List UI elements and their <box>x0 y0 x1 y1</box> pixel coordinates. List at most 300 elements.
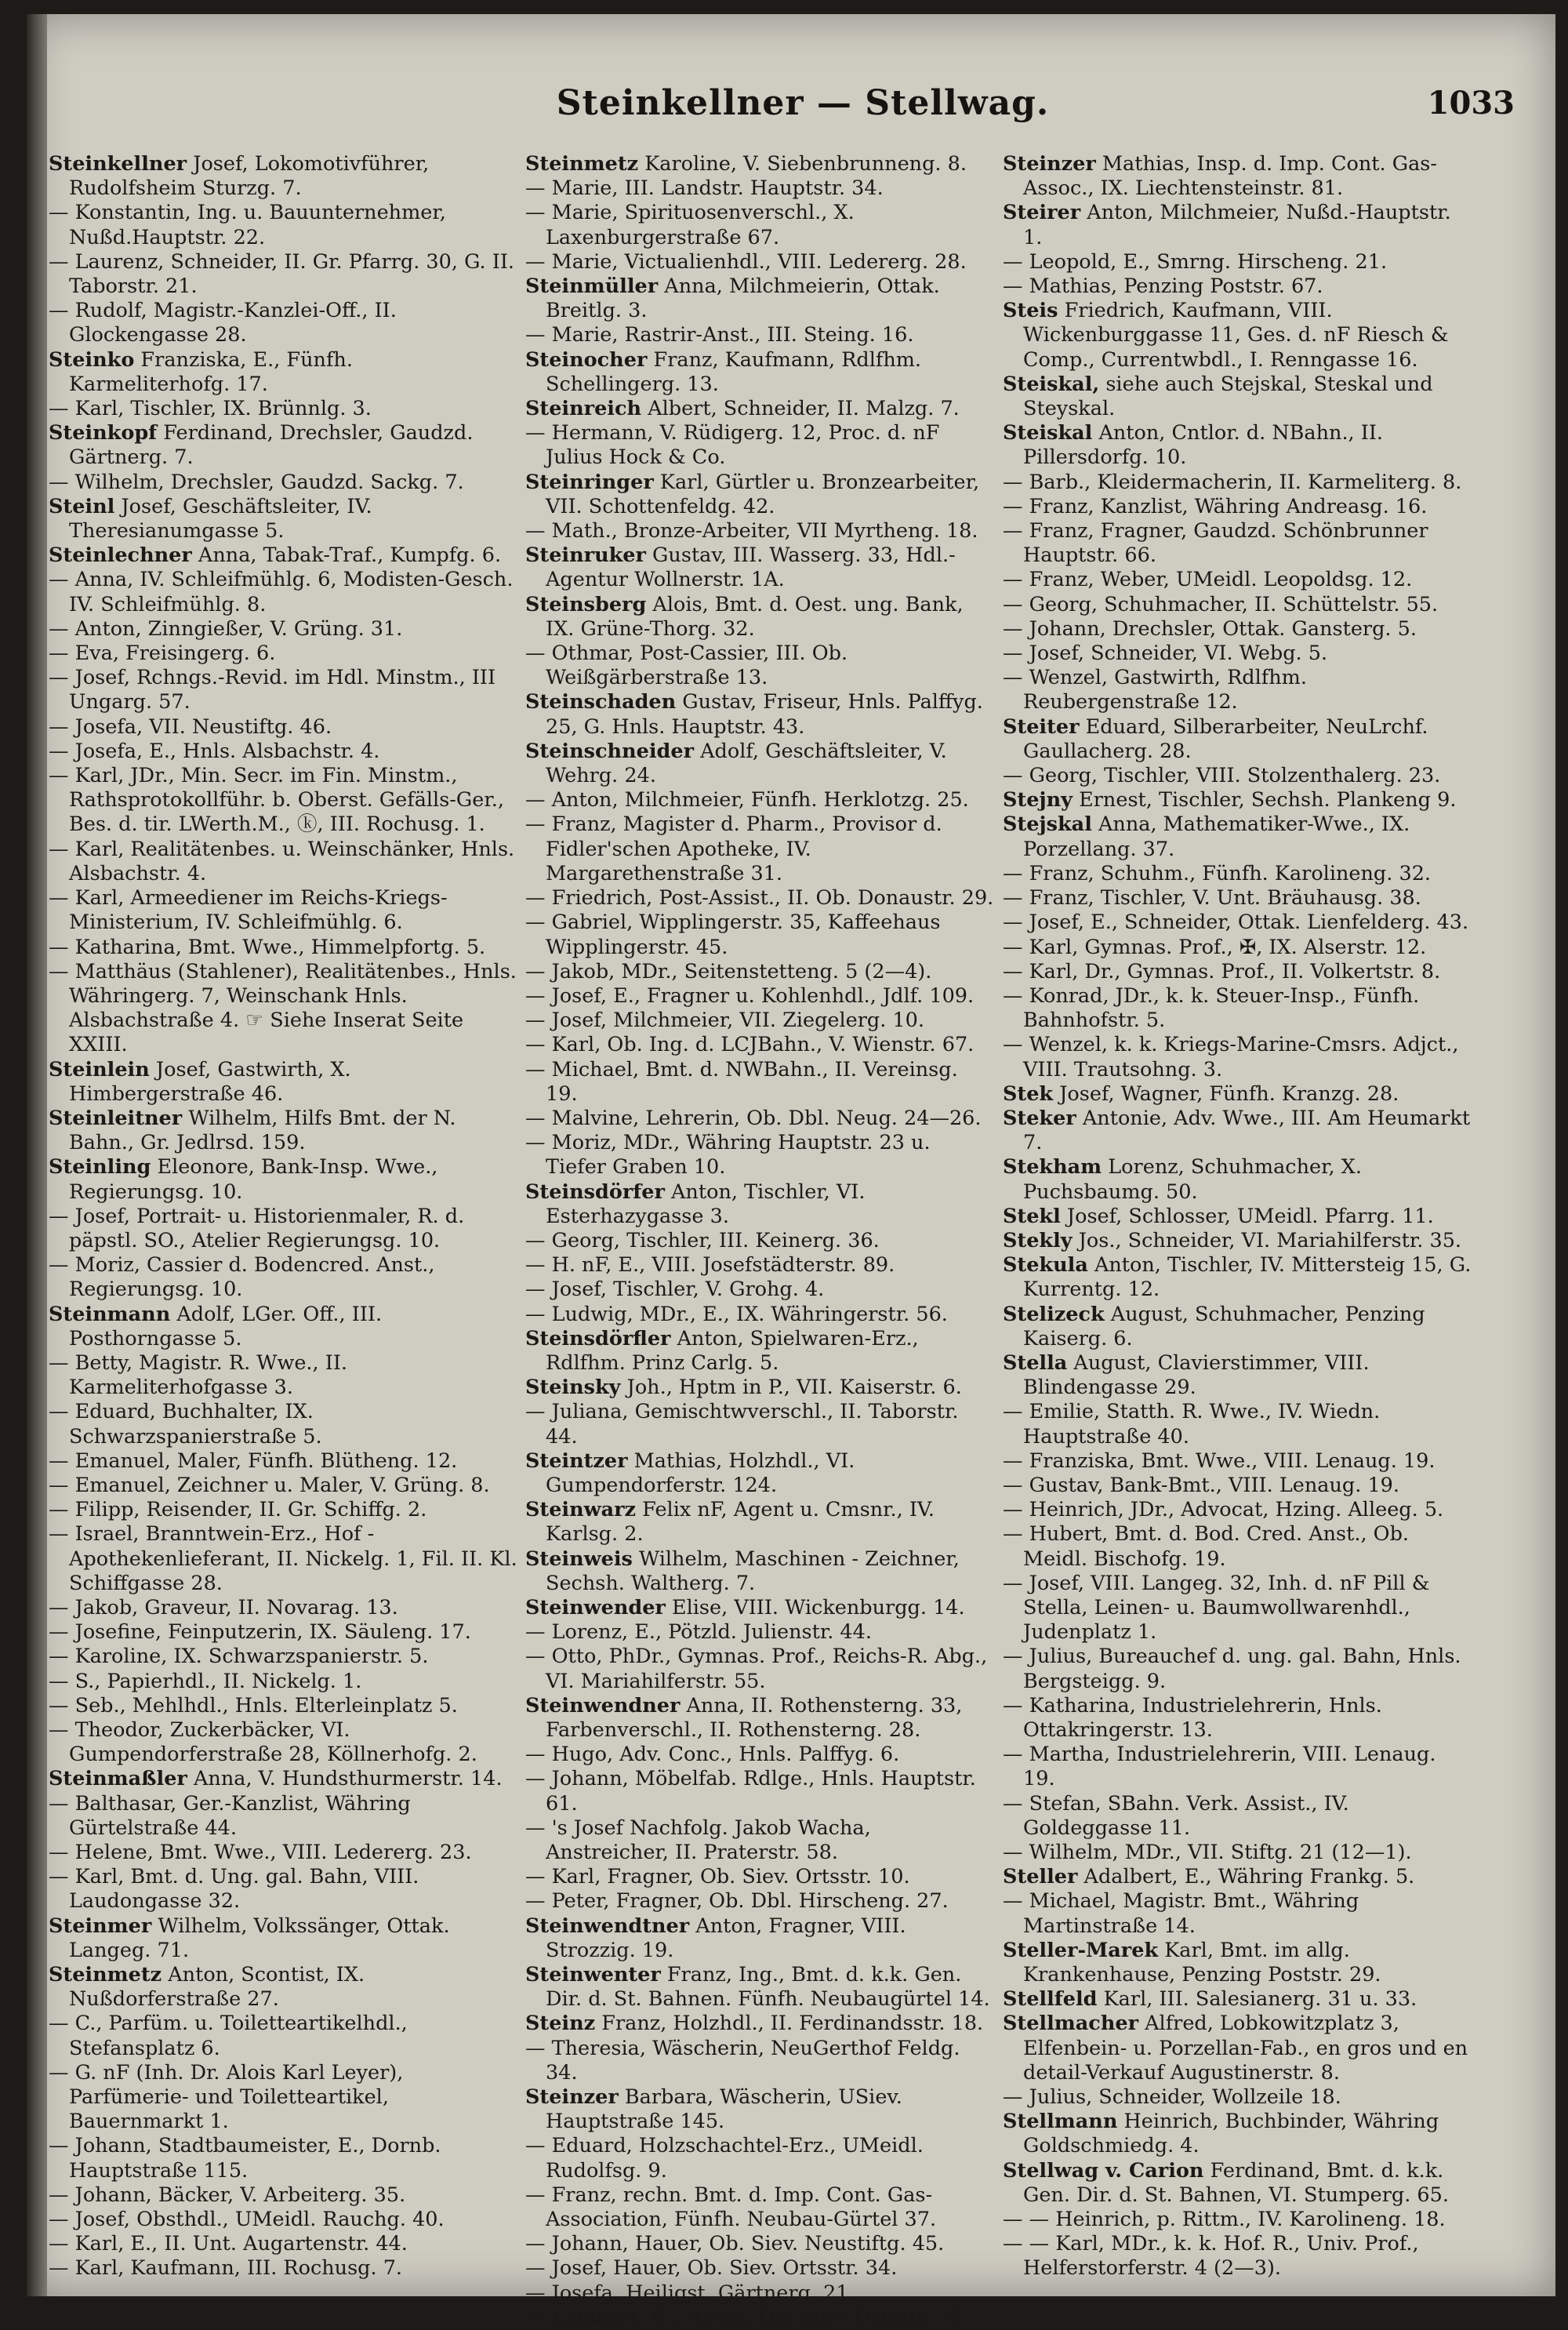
entry-text: — Anna, IV. Schleifmühlg. 6, Modisten-Gesch. IV. Schleifmühlg. 8. <box>49 568 514 616</box>
directory-entry <box>525 740 996 788</box>
entry-text: — Konstantin, Ing. u. Bauunternehmer, Nußd.Hauptstr. 22. <box>49 201 446 249</box>
entry-text: — Johann, Hauer, Ob. Siev. Neustiftg. 45. <box>525 2232 945 2256</box>
entry-text: — Juliana, Gemischtwverschl., II. Taborstr. 44. <box>525 1400 959 1449</box>
entry-text: — Karl, JDr., Min. Secr. im Fin. Minstm., Rathsprotokollführ. b. Oberst. Gefälls-Ger., Bes. d. tir. LWerth.M., ⓚ, III. Rochusg. 1. <box>49 764 504 837</box>
entry-text: — Peter, Fragner, Ob. Dbl. Hirscheng. 27. <box>525 1889 949 1914</box>
entry-text: — Marie, Rastrir-Anst., III. Steing. 16. <box>525 323 914 347</box>
entry-text: — Julius, Bureauchef d. ung. gal. Bahn, Hnls. Bergsteigg. 9. <box>1003 1645 1461 1693</box>
directory-entry <box>49 2134 519 2183</box>
directory-entry <box>525 1645 996 1693</box>
entry-text: — Konrad, JDr., k. k. Steuer-Insp., Fünfh. Bahnhofstr. 5. <box>1003 983 1420 1033</box>
entry-text: Anna, Tabak-Traf., Kumpfg. 6. <box>191 543 502 568</box>
directory-entry <box>525 1767 996 1816</box>
directory-entry <box>1003 373 1473 421</box>
entry-text: Franz, Ing., Bmt. d. k.k. Gen. Dir. d. St. Bahnen. Fünfh. Neubaugürtel 14. <box>546 1963 990 2012</box>
directory-entry <box>49 1522 519 1596</box>
entry-text: — Josef, E., Fragner u. Kohlenhdl., Jdlf. 109. <box>525 983 975 1008</box>
entry-text: — C., Parfüm. u. Toiletteartikelhdl., Stefansplatz 6. <box>49 2012 408 2060</box>
entry-text: — Josef, Schneider, VI. Webg. 5. <box>1003 642 1328 666</box>
entry-text: — Franziska, Bmt. Wwe., VIII. Lenaug. 19. <box>1003 1449 1436 1473</box>
entry-text: Josef, Wagner, Fünfh. Kranzg. 28. <box>1053 1081 1399 1106</box>
directory-entry <box>1003 1694 1473 1743</box>
directory-entry <box>1003 1303 1473 1351</box>
directory-entry <box>525 1180 996 1229</box>
directory-entry <box>525 1253 996 1278</box>
entry-surname: Steinwendner <box>525 1693 681 1718</box>
directory-entry <box>525 2134 996 2183</box>
entry-text: — Eduard, Holzschachtel-Erz., UMeidl. Rudolfsg. 9. <box>525 2134 924 2183</box>
entry-surname: Steiter <box>1003 714 1080 739</box>
entry-surname: Stekham <box>1003 1155 1102 1180</box>
directory-entry <box>49 1841 519 1865</box>
directory-entry <box>525 960 996 984</box>
directory-entry <box>1003 568 1473 592</box>
entry-surname: Steinmann <box>49 1302 171 1326</box>
entry-surname: Stella <box>1003 1350 1068 1375</box>
directory-entry <box>525 471 996 519</box>
entry-text: — Stefan, SBahn. Verk. Assist., IV. Goldeggasse 11. <box>1003 1791 1349 1840</box>
directory-entry <box>525 1914 996 1963</box>
directory-entry <box>49 1474 519 1498</box>
entry-text: — Josef, Obsthdl., UMeidl. Rauchg. 40. <box>49 2208 445 2232</box>
directory-entry <box>1003 666 1473 714</box>
entry-text: — Anton, Zinngießer, V. Grüng. 31. <box>49 616 403 641</box>
directory-entry <box>49 1449 519 1474</box>
entry-text: Gustav, Friseur, Hnls. Palffyg. 25, G. Hnls. Hauptstr. 43. <box>546 690 983 739</box>
entry-text: Franz, Holzhdl., II. Ferdinandsstr. 18. <box>595 2012 984 2036</box>
directory-entry <box>49 617 519 642</box>
entry-text: — Heinrich, JDr., Advocat, Hzing. Alleeg. 5. <box>1003 1498 1444 1522</box>
directory-entry <box>525 274 996 323</box>
entry-text: — — Heinrich, p. Rittm., IV. Karolineng. 18. <box>1003 2208 1446 2232</box>
directory-entry <box>525 886 996 911</box>
directory-entry <box>525 543 996 592</box>
entry-text: — Michael, Magistr. Bmt., Währing Martinstraße 14. <box>1003 1889 1359 1938</box>
entry-text: — Georg, Schuhmacher, II. Schüttelstr. 55. <box>1003 592 1439 616</box>
entry-text: — Karl, Kaufmann, III. Rochusg. 7. <box>49 2256 403 2281</box>
entry-surname: Steinl <box>49 494 115 518</box>
entry-text: — H. nF, E., VIII. Josefstädterstr. 89. <box>525 1253 895 1278</box>
directory-entry <box>49 1670 519 1694</box>
directory-entry <box>49 471 519 495</box>
entry-text: Karl, Gürtler u. Bronzearbeiter, VII. Schottenfeldg. 42. <box>546 470 980 518</box>
entry-surname: Stek <box>1003 1081 1054 1106</box>
entry-text: — Barb., Kleidermacherin, II. Karmeliterg. 8. <box>1003 470 1462 494</box>
entry-text: — Filipp, Reisender, II. Gr. Schiffg. 2. <box>49 1498 427 1522</box>
entry-surname: Stekula <box>1003 1253 1088 1278</box>
entry-text: — Moriz, MDr., Währing Hauptstr. 23 u. Tiefer Graben 10. <box>525 1131 931 1180</box>
directory-entry <box>49 1645 519 1669</box>
entry-surname: Steinlechner <box>49 543 192 568</box>
entry-text: Felix nF, Agent u. Cmsnr., IV. Karlsg. 2. <box>546 1498 935 1547</box>
entry-text: Anton, Scontist, IX. Nußdorferstraße 27. <box>69 1963 365 2012</box>
entry-text: — Katharina, Industrielehrerin, Hnls. Ottakringerstr. 13. <box>1003 1693 1382 1742</box>
entry-text: — Jakob, Graveur, II. Novarag. 13. <box>49 1595 398 1619</box>
entry-text: — Franz, Fragner, Gaudzd. Schönbrunner Hauptstr. 66. <box>1003 519 1428 568</box>
entry-text: Lorenz, Schuhmacher, X. Puchsbaumg. 50. <box>1023 1155 1362 1204</box>
entry-surname: Steinweis <box>525 1547 633 1571</box>
entry-surname: Stelizeck <box>1003 1302 1105 1326</box>
entry-text: Franz, Kaufmann, Rdlfhm. Schellingerg. 13. <box>546 347 922 396</box>
directory-entry <box>1003 1572 1473 1645</box>
entry-surname: Steinkellner <box>49 152 187 176</box>
directory-entry <box>525 593 996 642</box>
entry-text: Anton, Tischler, IV. Mittersteig 15, G. Kurrentg. 12. <box>1023 1253 1472 1302</box>
directory-entry <box>525 1620 996 1645</box>
entry-text: — Ludwig, MDr., E., IX. Währingerstr. 56. <box>525 1302 948 1326</box>
entry-surname: Steinmer <box>49 1914 152 1938</box>
entry-text: Anton, Milchmeier, Nußd.-Hauptstr. 1. <box>1023 201 1451 249</box>
directory-entry <box>49 397 519 421</box>
entry-text: — Josef, Rchngs.-Revid. im Hdl. Minstm., III Ungarg. 57. <box>49 666 496 714</box>
entry-surname: Stellfeld <box>1003 1987 1098 2012</box>
entry-text: — Karl, Realitätenbes. u. Weinschänker, Hnls. Alsbachstr. 4. <box>49 837 515 885</box>
directory-entry <box>1003 1033 1473 1081</box>
directory-entry <box>49 1303 519 1351</box>
entry-surname: Steinwarz <box>525 1498 637 1522</box>
entry-text: — Karl, E., II. Unt. Augartenstr. 44. <box>49 2232 408 2256</box>
entry-text: — Theodor, Zuckerbäcker, VI. Gumpendorferstraße 28, Köllnerhofg. 2. <box>49 1718 477 1767</box>
entry-text: — Katharina, Bmt. Wwe., Himmelpfortg. 5. <box>49 935 486 959</box>
directory-entry <box>1003 715 1473 764</box>
directory-entry <box>49 1620 519 1645</box>
entry-text: August, Schuhmacher, Penzing Kaiserg. 6. <box>1023 1302 1425 1350</box>
directory-entry <box>525 2037 996 2085</box>
entry-text: Eleonore, Bank-Insp. Wwe., Regierungsg. 10. <box>69 1155 438 1204</box>
entry-text: — Othmar, Post-Cassier, III. Ob. Weißgärberstraße 13. <box>525 642 848 690</box>
entry-surname: Steller <box>1003 1865 1078 1889</box>
entry-text: Albert, Schneider, II. Malzg. 7. <box>641 397 960 421</box>
entry-text: Mathias, Holzhdl., VI. Gumpendorferstr. 124. <box>546 1449 855 1497</box>
directory-entry <box>49 2232 519 2256</box>
directory-entry <box>49 152 519 201</box>
directory-entry <box>49 1596 519 1620</box>
directory-entry <box>525 348 996 397</box>
entry-text: — Marie, Spirituosenverschl., X. Laxenburgerstraße 67. <box>525 201 855 249</box>
entry-surname: Stejny <box>1003 788 1073 812</box>
directory-entry <box>1003 495 1473 519</box>
directory-entry <box>1003 1155 1473 1204</box>
entry-surname: Steinmetz <box>49 1963 162 1987</box>
directory-entry <box>1003 2159 1473 2208</box>
entry-text: — Wenzel, k. k. Kriegs-Marine-Cmsrs. Adjct., VIII. Trautsohng. 3. <box>1003 1033 1459 1081</box>
directory-entry <box>525 1816 996 1865</box>
directory-entry <box>49 1351 519 1400</box>
entry-text: — Hermann, V. Rüdigerg. 12, Proc. d. nF Julius Hock & Co. <box>525 421 940 470</box>
directory-page <box>27 14 1555 2329</box>
directory-entry <box>49 1865 519 1914</box>
entry-text: — Gustav, Bank-Bmt., VIII. Lenaug. 19. <box>1003 1473 1400 1497</box>
directory-entry <box>525 2306 996 2330</box>
directory-entry <box>49 1694 519 1718</box>
entry-text: — Wenzel, Gastwirth, Rdlfhm. Reubergenstraße 12. <box>1003 666 1307 714</box>
directory-entry <box>525 323 996 347</box>
entry-surname: Steller-Marek <box>1003 1938 1159 1962</box>
directory-entry <box>49 568 519 616</box>
directory-entry <box>49 1400 519 1449</box>
entry-surname: Steinwendtner <box>525 1914 690 1938</box>
directory-entry <box>525 2183 996 2232</box>
entry-text: — Marie, III. Landstr. Hauptstr. 34. <box>525 176 884 201</box>
entry-text: — Josef, E., Schneider, Ottak. Lienfelderg. 43. <box>1003 911 1469 935</box>
directory-entry <box>1003 421 1473 470</box>
directory-entry <box>525 1547 996 1596</box>
directory-entry <box>525 397 996 421</box>
entry-text: — Josefa, Heiligst. Gärtnerg. 21. <box>525 2281 855 2305</box>
directory-entry <box>1003 812 1473 861</box>
directory-entry <box>49 886 519 935</box>
entry-text: Mathias, Insp. d. Imp. Cont. Gas-Assoc., IX. Liechtensteinstr. 81. <box>1023 152 1438 201</box>
directory-entry <box>1003 1400 1473 1449</box>
directory-entry <box>1003 1841 1473 1865</box>
entry-text: — Rudolf, Magistr.-Kanzlei-Off., II. Glockengasse 28. <box>49 299 397 347</box>
entry-surname: Steinzer <box>525 2085 619 2110</box>
directory-entry <box>525 1278 996 1302</box>
entry-text: Friedrich, Kaufmann, VIII. Wickenburggasse 11, Ges. d. nF Riesch & Comp., Currentwbdl., I. Renngasse 16. <box>1023 299 1449 372</box>
entry-text: Josef, Schlosser, UMeidl. Pfarrg. 11. <box>1060 1204 1434 1228</box>
entry-text: — Matthäus (Stahlener), Realitätenbes., Hnls. Währingerg. 7, Weinschank Hnls. Alsbachstraße 4. ☞ Siehe Inserat Seite XXIII. <box>49 959 517 1057</box>
entry-text: — Jakob, MDr., Seitenstetteng. 5 (2—4). <box>525 959 932 983</box>
entry-text: Heinrich, Buchbinder, Währing Goldschmiedg. 4. <box>1023 2110 1439 2158</box>
entry-text: Adalbert, E., Währing Frankg. 5. <box>1077 1865 1415 1889</box>
directory-entry <box>49 1792 519 1841</box>
entry-text: — — Karl, MDr., k. k. Hof. R., Univ. Prof., Helferstorferstr. 4 (2—3). <box>1003 2232 1419 2281</box>
directory-entry <box>525 421 996 470</box>
entry-surname: Steinocher <box>525 347 648 372</box>
entry-text: — Karl, Armeediener im Reichs-Kriegs-Ministerium, IV. Schleifmühlg. 6. <box>49 886 448 935</box>
entry-text: — Franz, Kanzlist, Währing Andreasg. 16. <box>1003 494 1428 518</box>
directory-entry <box>525 2232 996 2256</box>
directory-entry <box>525 690 996 739</box>
directory-entry <box>525 519 996 543</box>
directory-entry <box>525 911 996 959</box>
directory-entry <box>49 2012 519 2060</box>
entry-text: — Josef, Portrait- u. Historienmaler, R. d. päpstl. SO., Atelier Regierungsg. 10. <box>49 1204 465 1252</box>
directory-entry <box>525 812 996 886</box>
entry-text: — Karl, Bmt. d. Ung. gal. Bahn, VIII. Laudongasse 32. <box>49 1865 419 1914</box>
entry-text: Elise, VIII. Wickenburgg. 14. <box>665 1595 965 1619</box>
directory-entry <box>49 2208 519 2232</box>
entry-text: — Theresia, Wäscherin, NeuGerthof Feldg. 34. <box>525 2036 960 2085</box>
directory-entry <box>1003 2232 1473 2281</box>
entry-surname: Steinkopf <box>49 421 158 445</box>
directory-entry <box>525 2085 996 2134</box>
entry-surname: Steinsky <box>525 1376 621 1400</box>
entry-text: — Martha, Industrielehrerin, VIII. Lenaug. 19. <box>1003 1743 1436 1791</box>
entry-text: — Karoline, IX. Schwarzspanierstr. 5. <box>49 1645 429 1669</box>
directory-entry <box>1003 1743 1473 1791</box>
directory-entry <box>1003 201 1473 249</box>
entry-surname: Steinsberg <box>525 592 647 616</box>
entry-text: Anna, V. Hundsthurmerstr. 14. <box>187 1767 503 1791</box>
directory-entry <box>49 1767 519 1791</box>
directory-entry <box>49 1718 519 1767</box>
entry-surname: Steis <box>1003 299 1058 323</box>
entry-text: — Karl, Ob. Ing. d. LCJBahn., V. Wienstr. 67. <box>525 1033 975 1057</box>
entry-text: — Hubert, Bmt. d. Bod. Cred. Anst., Ob. Meidl. Bischofg. 19. <box>1003 1522 1410 1571</box>
directory-entry <box>1003 617 1473 642</box>
directory-entry <box>1003 2110 1473 2158</box>
directory-entry <box>525 2012 996 2036</box>
entry-surname: Steinling <box>49 1155 151 1180</box>
directory-entry <box>525 1963 996 2012</box>
entry-text: — Mathias, Penzing Poststr. 67. <box>1003 274 1323 299</box>
directory-entry <box>49 740 519 764</box>
directory-entry <box>525 642 996 690</box>
directory-entry <box>49 2061 519 2135</box>
entry-surname: Steinz <box>525 2012 596 2036</box>
entry-text: — Lorenz, E., Pötzld. Julienstr. 44. <box>525 1620 872 1645</box>
entry-surname: Steinringer <box>525 470 654 494</box>
directory-entry <box>1003 960 1473 984</box>
directory-entry <box>49 2183 519 2208</box>
entry-text: — Josefa, VII. Neustiftg. 46. <box>49 714 332 739</box>
entry-surname: Steiskal <box>1003 421 1093 445</box>
entry-text: — Karl, Gymnas. Prof., ✠, IX. Alserstr. 12. <box>1003 935 1427 959</box>
entry-surname: Steinschneider <box>525 739 695 763</box>
entry-text: — Malvine, Lehrerin, Ob. Dbl. Neug. 24—26. <box>525 1106 982 1130</box>
directory-entry <box>1003 764 1473 788</box>
directory-entry <box>49 348 519 397</box>
entry-text: — Helene, Bmt. Wwe., VIII. Ledererg. 23. <box>49 1841 472 1865</box>
entry-text: Karoline, V. Siebenbrunneng. 8. <box>638 152 967 176</box>
entry-text: Franziska, E., Fünfh. Karmeliterhofg. 17. <box>69 347 353 396</box>
entry-surname: Steinwenter <box>525 1963 661 1987</box>
directory-entry <box>525 250 996 274</box>
entry-text: Alois, Bmt. d. Oest. ung. Bank, IX. Grüne-Thorg. 32. <box>546 592 964 641</box>
entry-text: — Israel, Branntwein-Erz., Hof - Apothekenlieferant, II. Nickelg. 1, Fil. II. Kl. Schiffgasse 28. <box>49 1522 517 1595</box>
entry-surname: Stekl <box>1003 1204 1061 1228</box>
entry-text: — Betty, Magistr. R. Wwe., II. Karmeliterhofgasse 3. <box>49 1350 347 1400</box>
entry-text: Anton, Spielwaren-Erz., Rdlfhm. Prinz Carlg. 5. <box>546 1326 919 1375</box>
entry-text: — Eva, Freisingerg. 6. <box>49 642 276 666</box>
entry-text: — Josef, VIII. Langeg. 32, Inh. d. nF Pill & Stella, Leinen- u. Baumwollwarenhdl., Judenplatz 1. <box>1003 1571 1430 1645</box>
entry-surname: Stejskal <box>1003 812 1092 837</box>
entry-text: — Moriz, Cassier d. Bodencred. Anst., Regierungsg. 10. <box>49 1253 435 1302</box>
entry-text: — Emilie, Statth. R. Wwe., IV. Wiedn. Hauptstraße 40. <box>1003 1400 1381 1449</box>
directory-entry <box>49 201 519 249</box>
entry-surname: Steinleitner <box>49 1106 183 1130</box>
entry-text: Adolf, Geschäftsleiter, V. Wehrg. 24. <box>546 739 947 788</box>
directory-entry <box>1003 1939 1473 1987</box>
directory-entry <box>525 1229 996 1253</box>
directory-entry <box>49 543 519 568</box>
entry-text: — S., Papierhdl., II. Nickelg. 1. <box>49 1669 362 1693</box>
directory-entry <box>525 788 996 812</box>
entry-text: August, Clavierstimmer, VIII. Blindengasse 29. <box>1023 1350 1370 1400</box>
entry-text: — Hugo, Adv. Conc., Hnls. Palffyg. 6. <box>525 1743 900 1767</box>
column-1 <box>49 152 519 2281</box>
entry-text: Gustav, III. Wasserg. 33, Hdl.-Agentur Wollnerstr. 1A. <box>546 543 956 592</box>
entry-text: — Josefine, Feinputzerin, IX. Säuleng. 17. <box>49 1620 471 1645</box>
directory-entry <box>1003 152 1473 201</box>
entry-surname: Steinreich <box>525 397 642 421</box>
directory-entry <box>525 1033 996 1057</box>
directory-entry <box>1003 1645 1473 1693</box>
directory-entry <box>525 201 996 249</box>
directory-entry <box>1003 1229 1473 1253</box>
directory-entry <box>525 1327 996 1376</box>
entry-text: Ferdinand, Drechsler, Gaudzd. Gärtnerg. 7. <box>69 421 474 470</box>
entry-surname: Steinlein <box>49 1057 150 1081</box>
entry-text: Anna, II. Rothensterng. 33, Farbenverschl., II. Rothensterng. 28. <box>546 1693 963 1742</box>
directory-entry <box>49 421 519 470</box>
directory-entry <box>49 936 519 960</box>
directory-entry <box>49 1058 519 1107</box>
directory-entry <box>49 764 519 838</box>
directory-entry <box>1003 2208 1473 2232</box>
directory-entry <box>1003 471 1473 495</box>
directory-entry <box>49 838 519 886</box>
entry-surname: Stekly <box>1003 1228 1073 1252</box>
entry-text: — Franz, Weber, UMeidl. Leopoldsg. 12. <box>1003 568 1413 592</box>
directory-entry <box>525 1107 996 1131</box>
entry-text: Anton, Fragner, VIII. Strozzig. 19. <box>546 1914 906 1962</box>
directory-entry <box>525 176 996 201</box>
directory-entry <box>525 1498 996 1547</box>
entry-surname: Steker <box>1003 1106 1076 1130</box>
directory-entry <box>525 1400 996 1449</box>
entry-text: — Anton, Milchmeier, Fünfh. Herklotzg. 25. <box>525 788 969 812</box>
directory-entry <box>525 1694 996 1743</box>
directory-entry <box>1003 788 1473 812</box>
directory-entry <box>525 2256 996 2281</box>
directory-entry <box>49 495 519 543</box>
directory-entry <box>49 1914 519 1963</box>
entry-text: Barbara, Wäscherin, USiev. Hauptstraße 145. <box>546 2085 902 2134</box>
entry-surname: Steiskal, <box>1003 372 1100 396</box>
directory-entry <box>1003 2012 1473 2085</box>
entry-text: — Julius, Schneider, Wollzeile 18. <box>1003 2085 1341 2110</box>
page-number: 1033 <box>1427 85 1515 122</box>
entry-text: — Johann, Drechsler, Ottak. Gansterg. 5. <box>1003 616 1417 641</box>
entry-text: Josef, Geschäftsleiter, IV. Theresianumgasse 5. <box>69 494 372 543</box>
entry-text: — Josefa, E., Hnls. Alsbachstr. 4. <box>49 739 380 763</box>
directory-entry <box>1003 862 1473 886</box>
entry-text: — Johann, Möbelfab. Rdlge., Hnls. Hauptstr. 61. <box>525 1767 976 1816</box>
entry-text: Ernest, Tischler, Sechsh. Plankeng 9. <box>1073 788 1457 812</box>
entry-text: — Seb., Mehlhdl., Hnls. Elterleinplatz 5. <box>49 1693 458 1718</box>
directory-entry <box>525 152 996 176</box>
entry-surname: Steinmaßler <box>49 1767 187 1791</box>
entry-text: — Otto, PhDr., Gymnas. Prof., Reichs-R. Abg., VI. Mariahilferstr. 55. <box>525 1645 988 1693</box>
entry-surname: Steinmetz <box>525 152 639 176</box>
directory-entry <box>49 2256 519 2281</box>
entry-text: — Emanuel, Zeichner u. Maler, V. Grüng. 8. <box>49 1473 490 1497</box>
directory-entry <box>1003 274 1473 299</box>
entry-text: — Josef, Hauer, Ob. Siev. Ortsstr. 34. <box>525 2256 898 2281</box>
directory-entry <box>1003 299 1473 373</box>
directory-entry <box>1003 1449 1473 1474</box>
entry-text: Karl, Bmt. im allg. Krankenhause, Penzing Poststr. 29. <box>1023 1938 1381 1987</box>
directory-entry <box>1003 593 1473 617</box>
directory-entry <box>49 960 519 1058</box>
entry-text: Anton, Tischler, VI. Esterhazygasse 3. <box>546 1180 866 1228</box>
page-title: Steinkellner — Stellwag. <box>556 83 1050 123</box>
entry-text: Joh., Hptm in P., VII. Kaiserstr. 6. <box>620 1376 962 1400</box>
directory-entry <box>525 1058 996 1107</box>
directory-entry <box>1003 1082 1473 1107</box>
entry-text: — Wilhelm, MDr., VII. Stiftg. 21 (12—1). <box>1003 1841 1412 1865</box>
directory-entry <box>1003 1522 1473 1571</box>
directory-entry <box>525 2281 996 2306</box>
entry-text: — Gabriel, Wipplingerstr. 35, Kaffeehaus Wipplingerstr. 45. <box>525 911 941 959</box>
column-3 <box>1003 152 1473 2281</box>
directory-entry <box>49 715 519 740</box>
entry-text: — Emanuel, Maler, Fünfh. Blütheng. 12. <box>49 1449 458 1473</box>
entry-surname: Steinzer <box>1003 152 1096 176</box>
entry-surname: Steinsdörfler <box>525 1326 671 1350</box>
